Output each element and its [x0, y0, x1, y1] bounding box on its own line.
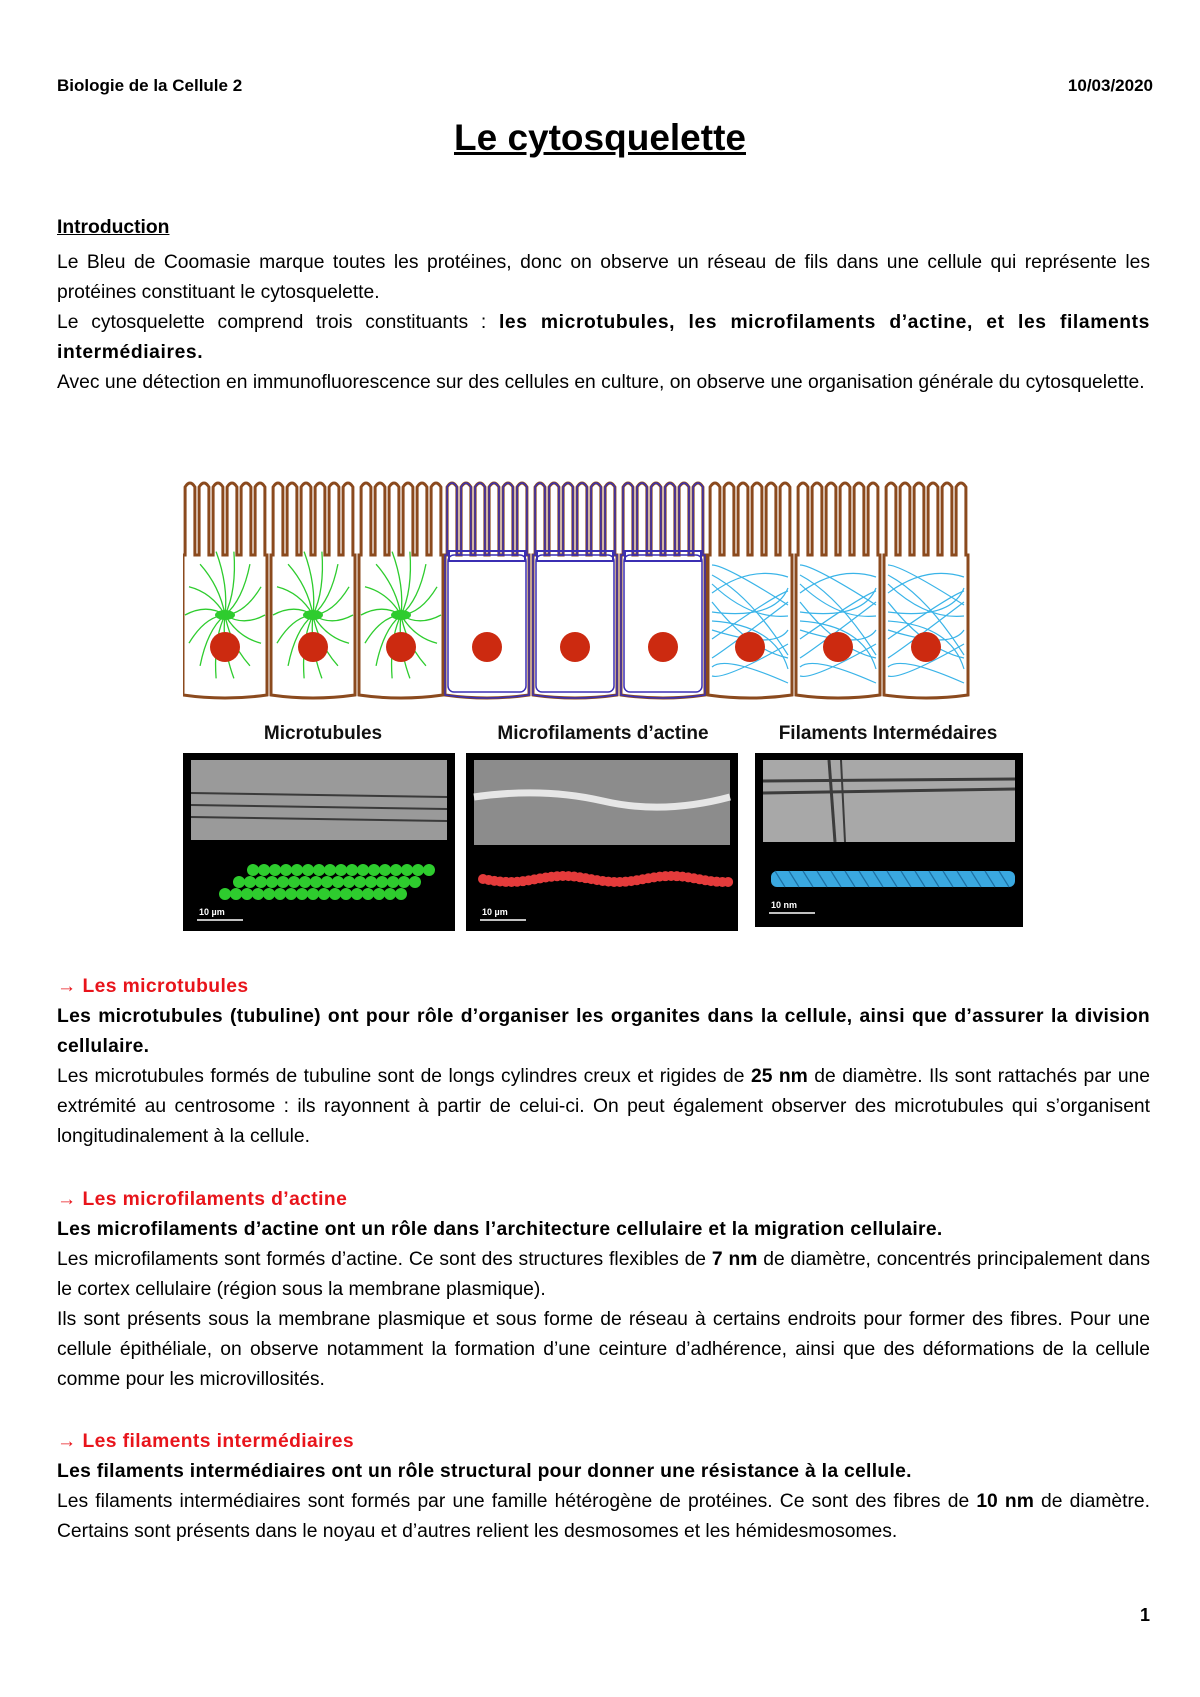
section-body: [57, 1487, 1150, 1547]
cell-intermediate: [708, 483, 792, 698]
page-title: Le cytosquelette: [454, 117, 746, 158]
body-bold: 10 nm: [976, 1491, 1034, 1512]
section-actin: [57, 1185, 1150, 1395]
scale-label-microtubules: 10 µm: [199, 907, 225, 917]
intro-heading: Introduction: [57, 217, 170, 238]
cell-actin: [621, 483, 705, 698]
cell-actin: [533, 483, 617, 698]
body-text: de diamètre, concentrés principalement dans le cortex cellulaire (région sous la membrane plasmique).: [57, 1249, 1150, 1300]
section-body: [57, 1245, 1150, 1305]
body-bold: 25 nm: [750, 1066, 808, 1087]
caption-microtubules: Microtubules: [263, 723, 383, 744]
body-text: Les microtubules formés de tubuline sont de longs cylindres creux et rigides de: [57, 1066, 751, 1087]
intro-paragraph-1: Le Bleu de Coomasie marque toutes les protéines, donc on observe un réseau de fils dans une cellule qui représente les protéines constituant le cytosquelette.: [57, 252, 1150, 303]
body-text: Les filaments intermédiaires sont formés par une famille hétérogène de protéines. Ce sont des fibres de: [57, 1491, 977, 1512]
intro-p2-text: Le cytosquelette comprend trois constituants :: [57, 312, 499, 333]
section-lead: Les microtubules (tubuline) ont pour rôle d’organiser les organites dans la cellule, ainsi que d’assurer la division cellulaire.: [57, 1006, 1150, 1057]
intro-paragraph-2: [57, 308, 1150, 368]
body-text: Les microfilaments sont formés d’actine. Ce sont des structures flexibles de: [57, 1249, 712, 1270]
body-bold: 7 nm: [711, 1249, 758, 1270]
microtubule-model: [219, 864, 435, 900]
section-lead: Les filaments intermédiaires ont un rôle structural pour donner une résistance à la cellule.: [57, 1461, 912, 1482]
caption-actin: Microfilaments d’actine: [497, 723, 709, 744]
intro-paragraph-3: Avec une détection en immunofluorescence sur des cellules en culture, on observe une organisation générale du cytosquelette.: [57, 372, 1145, 393]
micrograph-intermediate: [755, 753, 1023, 927]
section-lead: Les microfilaments d’actine ont un rôle dans l’architecture cellulaire et la migration cellulaire.: [57, 1219, 943, 1240]
section-intermediate: [57, 1427, 1150, 1547]
cell-microtubules: [271, 483, 355, 698]
cell-actin: [445, 483, 529, 698]
body-text: de diamètre. Ils sont rattachés par une extrémité au centrosome : ils rayonnent à partir de celui-ci. On peut également observer des microtubules qui s’organisent longitudinalement à la cellule.: [57, 1066, 1150, 1147]
intro-section: [57, 213, 1150, 398]
section-body: [57, 1062, 1150, 1152]
scale-label-intermediate: 10 nm: [771, 900, 798, 910]
cell-microtubules: [359, 483, 443, 698]
scale-label-actin: 10 µm: [482, 907, 508, 917]
body-text: de diamètre. Certains sont présents dans le noyau et d’autres relient les desmosomes et les hémidesmosomes.: [57, 1491, 1150, 1542]
micrograph-microtubules: [183, 753, 455, 931]
caption-intermediate: Filaments Intermédaires: [778, 723, 998, 744]
section-body-2: Ils sont présents sous la membrane plasmique et sous forme de réseau à certains endroits pour former des fibres. Pour une cellule épithéliale, on observe notamment la formation d’une ceinture d’adhérence, ainsi que des déformations de la cellule comme pour les microvillosités.: [57, 1309, 1150, 1390]
header-course: Biologie de la Cellule 2: [57, 76, 243, 95]
section-title: → Les microfilaments d’actine: [57, 1189, 348, 1210]
cytoskeleton-figure: [183, 475, 1023, 935]
section-title: → Les microtubules: [57, 976, 249, 997]
section-title: → Les filaments intermédiaires: [57, 1431, 355, 1452]
intro-p2-bold: les microtubules, les microfilaments d’actine, et les filaments intermédiaires.: [57, 312, 1150, 363]
cell-microtubules: [183, 483, 267, 698]
cell-intermediate: [884, 483, 968, 698]
cell-intermediate: [796, 483, 880, 698]
section-microtubules: [57, 972, 1150, 1152]
cell-schematics: [183, 483, 968, 698]
header-date: 10/03/2020: [1067, 76, 1153, 95]
micrograph-actin: [466, 753, 738, 931]
page-number: 1: [1139, 1605, 1150, 1625]
